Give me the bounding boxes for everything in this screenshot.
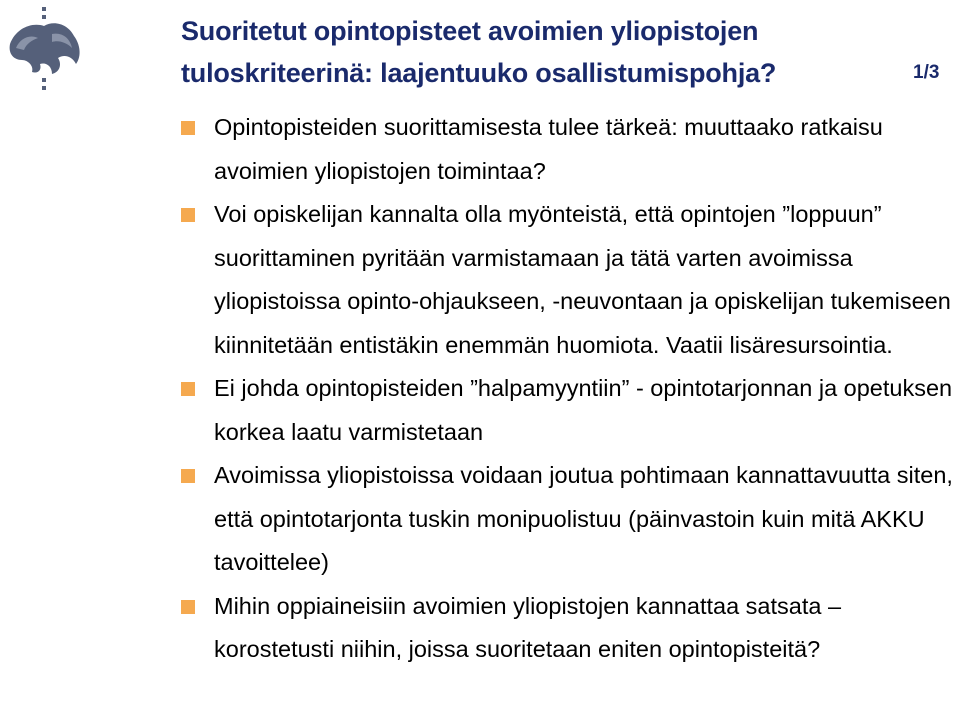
bullet-item	[181, 454, 956, 585]
square-bullet-icon	[181, 208, 195, 222]
bullet-text: Opintopisteiden suorittamisesta tulee tärkeä: muuttaako ratkaisu avoimien yliopistojen toimintaa?	[214, 114, 883, 184]
square-bullet-icon	[181, 382, 195, 396]
bullet-item	[181, 193, 956, 367]
bullet-text: Ei johda opintopisteiden ”halpamyyntiin” - opintotarjonnan ja opetuksen korkea laatu varmistetaan	[214, 375, 953, 445]
slide-title: Suoritetut opintopisteet avoimien yliopistojen tuloskriteerinä: laajentuuko osallistumispohja?	[181, 16, 777, 88]
bullet-text: Avoimissa yliopistoissa voidaan joutua pohtimaan kannattavuutta siten, että opintotarjonta tuskin monipuolistuu (päinvastoin kuin mitä AKKU tavoittelee)	[214, 462, 953, 575]
bullet-item	[181, 585, 956, 672]
bullet-item	[181, 106, 956, 193]
bullet-list	[181, 106, 956, 672]
square-bullet-icon	[181, 121, 195, 135]
square-bullet-icon	[181, 600, 195, 614]
bullet-text: Voi opiskelijan kannalta olla myönteistä, että opintojen ”loppuun” suorittaminen pyritään varmistamaan ja tätä varten avoimissa yliopistoissa opinto-ohjaukseen, -neuvontaan ja opiskelijan tukemiseen kiinnitetään entistäkin enemmän huomiota. Vaatii lisäresursointia.	[214, 201, 951, 358]
square-bullet-icon	[181, 469, 195, 483]
bullet-text: Mihin oppiaineisiin avoimien yliopistojen kannattaa satsata – korostetusti niihin, joissa suoritetaan eniten opintopisteitä?	[214, 592, 842, 662]
page-indicator: 1/3	[913, 62, 940, 83]
bullet-item	[181, 367, 956, 454]
university-logo-icon	[2, 4, 88, 92]
